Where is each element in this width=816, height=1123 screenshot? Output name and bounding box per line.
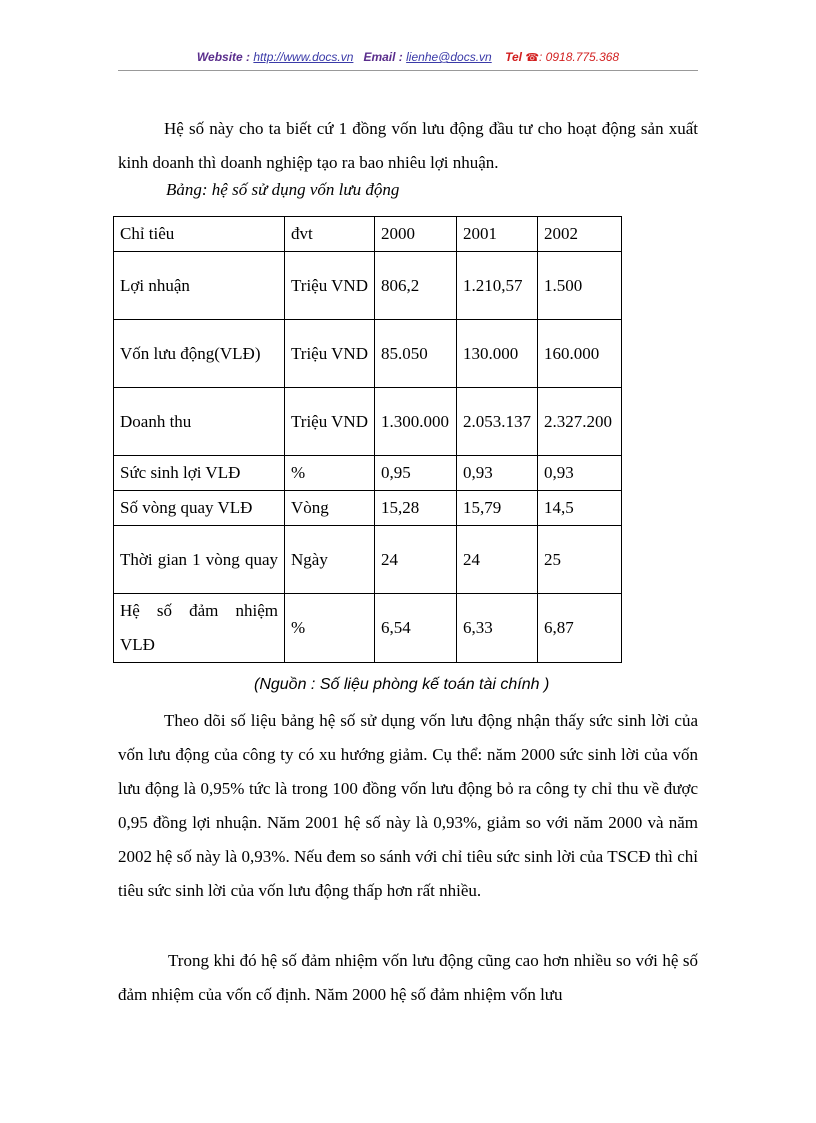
header-divider	[118, 70, 698, 71]
table-cell: Vốn lưu động(VLĐ)	[114, 320, 285, 388]
table-cell: 2.053.137	[457, 388, 538, 456]
table-cell: 1.500	[538, 252, 622, 320]
source-note: (Nguồn : Số liệu phòng kế toán tài chính )	[254, 676, 550, 693]
table-row	[114, 526, 622, 594]
table-cell: 24	[457, 526, 538, 594]
table-cell: Doanh thu	[114, 388, 285, 456]
table-cell: Lợi nhuận	[114, 252, 285, 320]
table-cell: Số vòng quay VLĐ	[114, 491, 285, 526]
table-row	[114, 320, 622, 388]
table-cell: %	[285, 594, 375, 663]
table-cell: Vòng	[285, 491, 375, 526]
table-cell: 1.210,57	[457, 252, 538, 320]
capital-usage-table	[113, 216, 622, 663]
header-cell: đvt	[285, 217, 375, 252]
telephone-icon: ☎	[525, 52, 540, 64]
table-cell: 160.000	[538, 320, 622, 388]
table-caption: Bảng: hệ số sử dụng vốn lưu động	[166, 180, 400, 199]
email-link[interactable]: lienhe@docs.vn	[406, 50, 492, 64]
table-cell: 6,87	[538, 594, 622, 663]
comparison-paragraph: Trong khi đó hệ số đảm nhiệm vốn lưu động cũng cao hơn nhiều so với hệ số đảm nhiệm của vốn cố định. Năm 2000 hệ số đảm nhiệm vốn lưu	[118, 951, 698, 1004]
table-cell: Triệu VND	[285, 320, 375, 388]
tel-value: : 0918.775.368	[539, 50, 620, 64]
table-cell: 1.300.000	[375, 388, 457, 456]
table-cell: 2.327.200	[538, 388, 622, 456]
header-cell: Chỉ tiêu	[114, 217, 285, 252]
header-cell: 2002	[538, 217, 622, 252]
table-cell: Triệu VND	[285, 252, 375, 320]
table-cell: Ngày	[285, 526, 375, 594]
table-cell: Sức sinh lợi VLĐ	[114, 456, 285, 491]
intro-paragraph: Hệ số này cho ta biết cứ 1 đồng vốn lưu động đầu tư cho hoạt động sản xuất kinh doanh thì doanh nghiệp tạo ra bao nhiêu lợi nhuận.	[118, 119, 698, 172]
email-label: Email :	[363, 50, 403, 64]
table-row	[114, 252, 622, 320]
analysis-paragraph: Theo dõi số liệu bảng hệ số sử dụng vốn lưu động nhận thấy sức sinh lời của vốn lưu động của công ty có xu hướng giảm. Cụ thể: năm 2000 sức sinh lời của vốn lưu động là 0,95% tức là trong 100 đồng vốn lưu động bỏ ra công ty chỉ thu về được 0,95 đồng lợi nhuận. Năm 2001 hệ số này là 0,93%, giảm so với năm 2000 và năm 2002 hệ số này là 0,93%. Nếu đem so sánh với chỉ tiêu sức sinh lời của TSCĐ thì chỉ tiêu sức sinh lời của vốn lưu động thấp hơn rất nhiều.	[118, 711, 698, 900]
table-cell: 15,28	[375, 491, 457, 526]
table-cell: 15,79	[457, 491, 538, 526]
table-cell: 0,95	[375, 456, 457, 491]
table-cell: 85.050	[375, 320, 457, 388]
header-cell: 2000	[375, 217, 457, 252]
table-cell: %	[285, 456, 375, 491]
table-cell: 806,2	[375, 252, 457, 320]
table-cell: Hệ số đảm nhiệm VLĐ	[114, 594, 285, 663]
table-cell: Thời gian 1 vòng quay	[114, 526, 285, 594]
website-label: Website :	[196, 50, 251, 64]
table-cell: 14,5	[538, 491, 622, 526]
table-cell: 24	[375, 526, 457, 594]
table-cell: 6,33	[457, 594, 538, 663]
table-cell: 25	[538, 526, 622, 594]
page-header	[0, 50, 816, 64]
table-cell: Triệu VND	[285, 388, 375, 456]
table-row	[114, 491, 622, 526]
table-header-row	[114, 217, 622, 252]
table-row	[114, 456, 622, 491]
website-link[interactable]: http://www.docs.vn	[253, 50, 354, 64]
table-cell: 130.000	[457, 320, 538, 388]
table-cell: 0,93	[538, 456, 622, 491]
table-cell: 0,93	[457, 456, 538, 491]
header-cell: 2001	[457, 217, 538, 252]
table-cell: 6,54	[375, 594, 457, 663]
tel-label: Tel	[505, 50, 522, 64]
table-row	[114, 594, 622, 663]
table-row	[114, 388, 622, 456]
